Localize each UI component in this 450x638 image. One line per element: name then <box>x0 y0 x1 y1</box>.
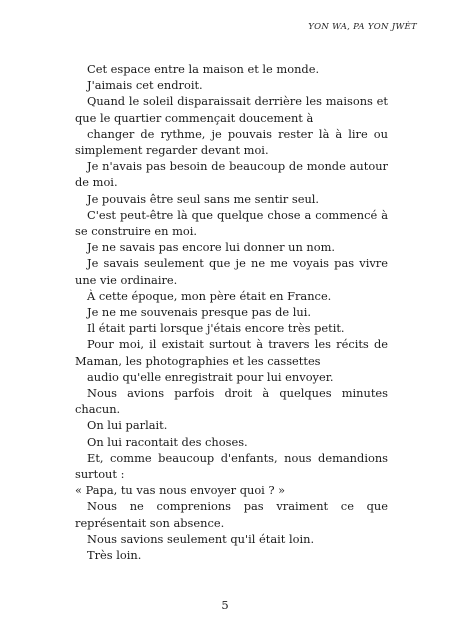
quote-paragraph: « Papa, tu vas nous envoyer quoi ? » <box>75 483 286 498</box>
paragraph: Cet espace entre la maison et le monde. <box>87 62 320 76</box>
paragraph: Je savais seulement que je ne me voyais pas vivre une vie ordinaire. <box>75 256 388 287</box>
paragraph: J'aimais cet endroit. <box>87 78 203 93</box>
paragraph: Je n'avais pas besoin de beaucoup de monde autour de moi. <box>75 159 388 190</box>
paragraph: Nous ne comprenions pas vraiment ce que représentait son absence. <box>75 499 388 530</box>
paragraph: changer de rythme, je pouvais rester là à lire ou simplement regarder devant moi. <box>75 126 388 158</box>
running-header: YON WA, PA YON JWÈT <box>308 22 417 32</box>
paragraph: Quand le soleil disparaissait derrière les maisons et que le quartier commençait doucement à <box>75 94 388 125</box>
body-text <box>75 61 388 563</box>
paragraph: Je ne savais pas encore lui donner un nom. <box>87 240 336 255</box>
paragraph: Nous savions seulement qu'il était loin. <box>87 531 315 546</box>
paragraph: Je ne me souvenais presque pas de lui. <box>87 305 311 320</box>
paragraph: Pour moi, il existait surtout à travers les récits de Maman, les photographies et les cassettes <box>75 337 388 368</box>
paragraph: audio qu'elle enregistrait pour lui envoyer. <box>87 369 334 384</box>
paragraph: Et, comme beaucoup d'enfants, nous demandions surtout : <box>75 450 388 482</box>
paragraph: Il était parti lorsque j'étais encore très petit. <box>87 321 345 336</box>
paragraph: On lui parlait. <box>87 418 168 433</box>
paragraph: Très loin. <box>87 548 142 563</box>
paragraph: À cette époque, mon père était en France. <box>87 288 332 303</box>
paragraph: Nous avions parfois droit à quelques minutes chacun. <box>75 386 388 417</box>
paragraph: Je pouvais être seul sans me sentir seul. <box>87 191 320 206</box>
paragraph: C'est peut-être là que quelque chose a commencé à se construire en moi. <box>75 207 388 239</box>
paragraph: On lui racontait des choses. <box>87 434 248 449</box>
page-number: 5 <box>221 598 229 612</box>
